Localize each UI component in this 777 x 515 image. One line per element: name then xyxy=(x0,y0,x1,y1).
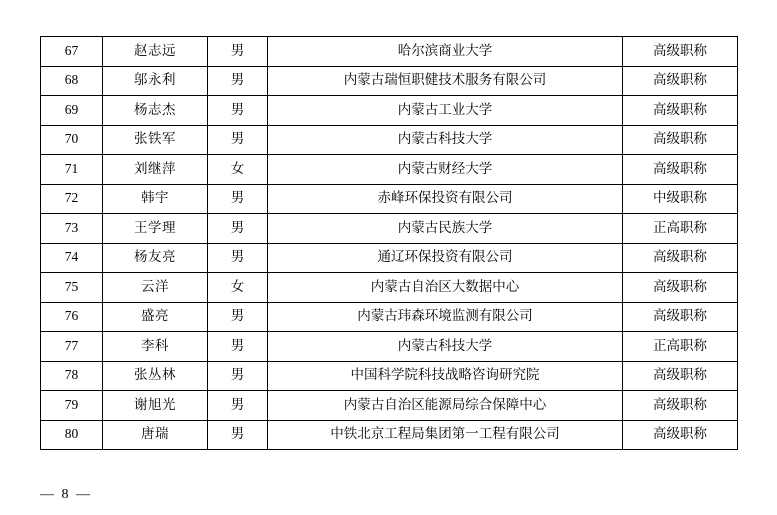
cell-index: 77 xyxy=(41,332,103,362)
cell-name: 杨志杰 xyxy=(103,96,208,126)
cell-title: 正高职称 xyxy=(623,214,738,244)
cell-name: 邬永利 xyxy=(103,66,208,96)
cell-unit: 内蒙古自治区大数据中心 xyxy=(268,273,623,303)
cell-title: 高级职称 xyxy=(623,66,738,96)
cell-unit: 哈尔滨商业大学 xyxy=(268,37,623,67)
cell-title: 中级职称 xyxy=(623,184,738,214)
cell-index: 71 xyxy=(41,155,103,185)
cell-sex: 男 xyxy=(208,391,268,421)
table-row xyxy=(41,155,738,185)
cell-unit: 内蒙古工业大学 xyxy=(268,96,623,126)
cell-title: 高级职称 xyxy=(623,155,738,185)
cell-sex: 男 xyxy=(208,125,268,155)
table-row xyxy=(41,302,738,332)
table-row xyxy=(41,273,738,303)
cell-name: 杨友亮 xyxy=(103,243,208,273)
roster-table-container xyxy=(40,36,737,450)
cell-title: 高级职称 xyxy=(623,420,738,450)
cell-sex: 男 xyxy=(208,96,268,126)
page-number: — 8 — xyxy=(40,487,92,502)
table-row xyxy=(41,66,738,96)
cell-sex: 男 xyxy=(208,332,268,362)
cell-index: 69 xyxy=(41,96,103,126)
cell-title: 高级职称 xyxy=(623,96,738,126)
cell-unit: 中国科学院科技战略咨询研究院 xyxy=(268,361,623,391)
cell-sex: 男 xyxy=(208,243,268,273)
table-row xyxy=(41,420,738,450)
table-row xyxy=(41,243,738,273)
cell-index: 79 xyxy=(41,391,103,421)
cell-index: 74 xyxy=(41,243,103,273)
cell-index: 78 xyxy=(41,361,103,391)
cell-unit: 内蒙古瑞恒职健技术服务有限公司 xyxy=(268,66,623,96)
cell-index: 72 xyxy=(41,184,103,214)
cell-title: 高级职称 xyxy=(623,243,738,273)
cell-name: 刘继萍 xyxy=(103,155,208,185)
cell-index: 75 xyxy=(41,273,103,303)
cell-sex: 男 xyxy=(208,214,268,244)
cell-index: 70 xyxy=(41,125,103,155)
cell-name: 谢旭光 xyxy=(103,391,208,421)
table-row xyxy=(41,37,738,67)
cell-name: 李科 xyxy=(103,332,208,362)
cell-sex: 女 xyxy=(208,155,268,185)
table-row xyxy=(41,125,738,155)
cell-unit: 内蒙古财经大学 xyxy=(268,155,623,185)
cell-sex: 男 xyxy=(208,302,268,332)
table-row xyxy=(41,184,738,214)
cell-unit: 通辽环保投资有限公司 xyxy=(268,243,623,273)
cell-unit: 内蒙古自治区能源局综合保障中心 xyxy=(268,391,623,421)
page-footer xyxy=(40,487,737,503)
table-row xyxy=(41,361,738,391)
roster-table xyxy=(40,36,738,450)
cell-unit: 内蒙古民族大学 xyxy=(268,214,623,244)
cell-unit: 赤峰环保投资有限公司 xyxy=(268,184,623,214)
cell-name: 唐瑞 xyxy=(103,420,208,450)
cell-name: 云洋 xyxy=(103,273,208,303)
cell-index: 76 xyxy=(41,302,103,332)
cell-title: 高级职称 xyxy=(623,391,738,421)
cell-title: 高级职称 xyxy=(623,125,738,155)
table-row xyxy=(41,96,738,126)
cell-sex: 男 xyxy=(208,361,268,391)
cell-unit: 中铁北京工程局集团第一工程有限公司 xyxy=(268,420,623,450)
cell-index: 73 xyxy=(41,214,103,244)
roster-table-body xyxy=(41,37,738,450)
cell-sex: 男 xyxy=(208,184,268,214)
cell-title: 高级职称 xyxy=(623,37,738,67)
cell-sex: 男 xyxy=(208,37,268,67)
cell-name: 盛亮 xyxy=(103,302,208,332)
cell-sex: 男 xyxy=(208,420,268,450)
cell-title: 正高职称 xyxy=(623,332,738,362)
cell-index: 68 xyxy=(41,66,103,96)
cell-index: 67 xyxy=(41,37,103,67)
table-row xyxy=(41,214,738,244)
cell-title: 高级职称 xyxy=(623,361,738,391)
cell-sex: 男 xyxy=(208,66,268,96)
cell-unit: 内蒙古玮森环境监测有限公司 xyxy=(268,302,623,332)
cell-name: 张铁军 xyxy=(103,125,208,155)
cell-name: 张丛林 xyxy=(103,361,208,391)
cell-sex: 女 xyxy=(208,273,268,303)
cell-title: 高级职称 xyxy=(623,302,738,332)
table-row xyxy=(41,391,738,421)
cell-name: 韩宇 xyxy=(103,184,208,214)
table-row xyxy=(41,332,738,362)
cell-unit: 内蒙古科技大学 xyxy=(268,332,623,362)
cell-unit: 内蒙古科技大学 xyxy=(268,125,623,155)
cell-name: 赵志远 xyxy=(103,37,208,67)
cell-title: 高级职称 xyxy=(623,273,738,303)
cell-name: 王学理 xyxy=(103,214,208,244)
cell-index: 80 xyxy=(41,420,103,450)
